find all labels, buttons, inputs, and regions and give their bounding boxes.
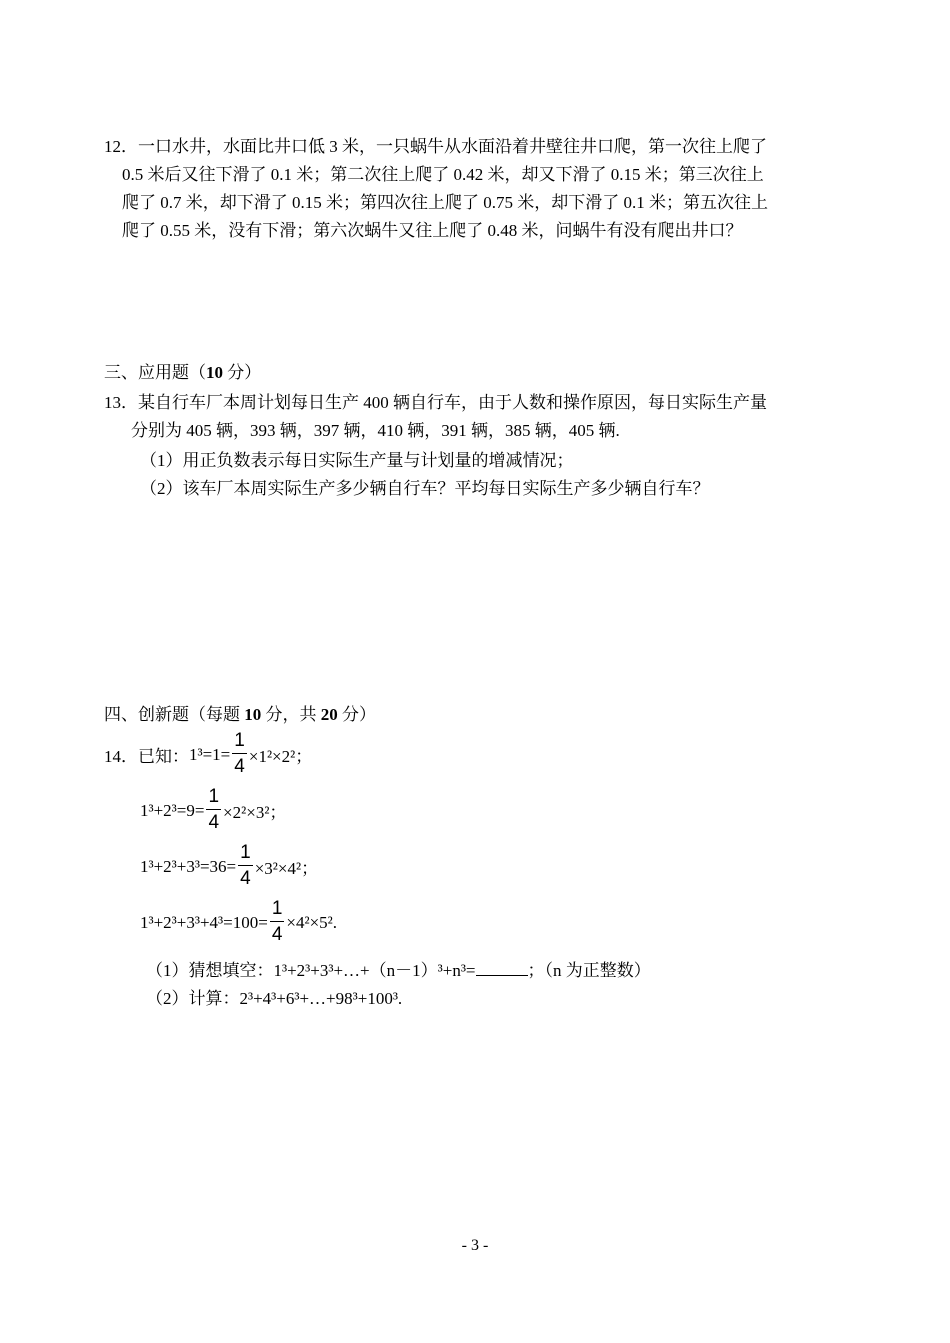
q14-eq-4-left: 1³+2³+3³+4³=100= bbox=[140, 912, 268, 932]
q14-eq-4-right: ×4²×5². bbox=[286, 912, 338, 932]
section-3-suffix: 分） bbox=[223, 363, 262, 382]
fraction-denominator: 4 bbox=[234, 756, 245, 777]
q13-sub-2: （2）该车厂本周实际生产多少辆自行车？平均每日实际生产多少辆自行车？ bbox=[140, 479, 710, 498]
q12-line-3: 爬了 0.7 米，却下滑了 0.15 米；第四次往上爬了 0.75 米，却下滑了 0.1 米；第五次往上 bbox=[122, 193, 768, 212]
section-4-heading bbox=[104, 704, 376, 726]
fraction-quarter bbox=[270, 897, 285, 948]
section-3-points: 10 bbox=[206, 363, 223, 382]
q14-eq-3 bbox=[140, 841, 318, 901]
q12-line-4: 爬了 0.55 米，没有下滑；第六次蜗牛又往上爬了 0.48 米，问蜗牛有没有爬出井口？ bbox=[122, 221, 743, 240]
page-number: - 3 - bbox=[461, 1237, 489, 1254]
q12-line-1: 12．一口水井，水面比井口低 3 米，一只蜗牛从水面沿着井壁往井口爬，第一次往上爬了 bbox=[104, 137, 767, 156]
fraction-denominator: 4 bbox=[208, 812, 220, 833]
section-4-points-total: 20 bbox=[320, 705, 338, 724]
q14-eq-1 bbox=[104, 729, 312, 789]
answer-blank[interactable] bbox=[476, 960, 528, 976]
q14-eq-1-right: ×1²×2²； bbox=[248, 747, 313, 766]
fraction-quarter bbox=[206, 785, 221, 836]
section-4-points-each: 10 bbox=[244, 705, 262, 724]
q14-eq-1-left: 1³=1= bbox=[189, 744, 231, 764]
q14-sub-1-suffix: ；（n 为正整数） bbox=[527, 961, 651, 980]
q12-line-2: 0.5 米后又往下滑了 0.1 米；第二次往上爬了 0.42 米，却又下滑了 0.15 米；第三次往上 bbox=[122, 165, 764, 184]
q14-eq-2-left: 1³+2³=9= bbox=[140, 800, 205, 820]
section-4-text-1: 四、创新题（每题 bbox=[104, 705, 245, 724]
q14-eq-2 bbox=[140, 785, 286, 845]
q14-sub-1 bbox=[146, 960, 651, 982]
section-4-text-2: 分，共 bbox=[261, 705, 321, 724]
q14-sub-2: （2）计算：2³+4³+6³+…+98³+100³. bbox=[146, 989, 403, 1008]
q13-line-1: 13．某自行车厂本周计划每日生产 400 辆自行车，由于人数和操作原因，每日实际生产量 bbox=[104, 393, 767, 412]
section-4-text-3: 分） bbox=[337, 705, 376, 724]
section-3-heading bbox=[104, 362, 261, 384]
q14-sub-1-prefix: （1）猜想填空：1³+2³+3³+…+（n－1）³+n³= bbox=[146, 961, 476, 980]
q14-eq-2-right: ×2²×3²； bbox=[223, 803, 287, 822]
q14-eq-3-right: ×3²×4²； bbox=[254, 859, 319, 878]
fraction-denominator: 4 bbox=[240, 868, 251, 889]
fraction-numerator: 1 bbox=[238, 841, 253, 866]
q14-eq-3-left: 1³+2³+3³=36= bbox=[140, 856, 237, 876]
q14-label: 14．已知： bbox=[104, 747, 189, 766]
fraction-denominator: 4 bbox=[271, 924, 283, 945]
fraction-quarter bbox=[232, 729, 247, 780]
q13-line-2: 分别为 405 辆，393 辆，397 辆，410 辆，391 辆，385 辆，405 辆. bbox=[131, 421, 620, 440]
fraction-numerator: 1 bbox=[206, 785, 221, 810]
fraction-numerator: 1 bbox=[270, 897, 285, 922]
fraction-quarter bbox=[238, 841, 253, 892]
fraction-numerator: 1 bbox=[232, 729, 247, 754]
section-3-prefix: 三、应用题（ bbox=[104, 363, 206, 382]
q13-sub-1: （1）用正负数表示每日实际生产量与计划量的增减情况； bbox=[140, 451, 574, 470]
q14-eq-4 bbox=[140, 897, 337, 957]
